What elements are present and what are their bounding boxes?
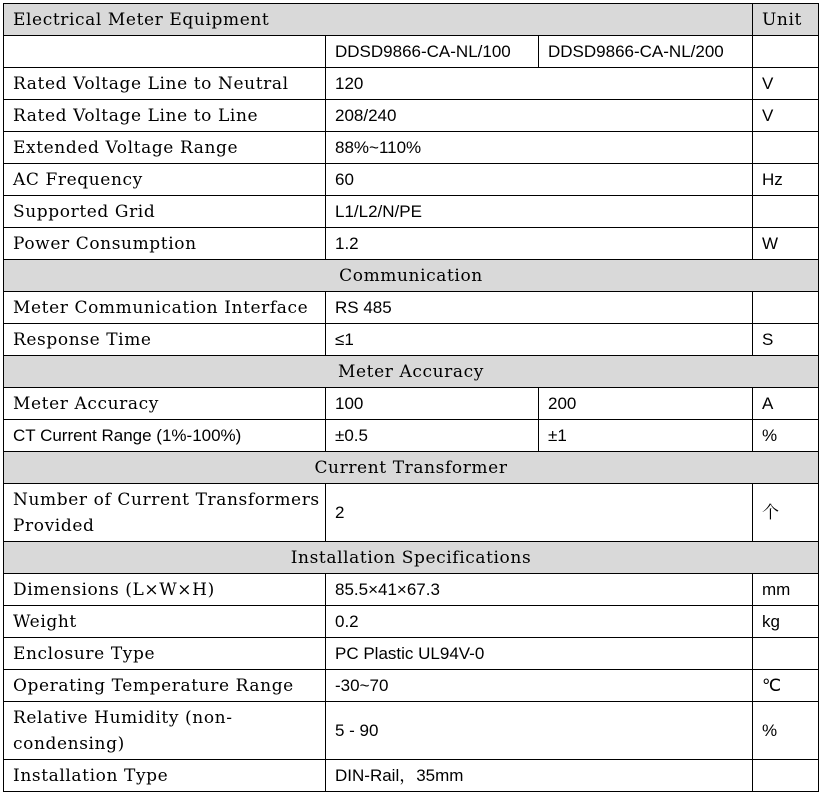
row-label: Rated Voltage Line to Line xyxy=(4,100,326,132)
row-label: Meter Communication Interface xyxy=(4,292,326,324)
row-unit: % xyxy=(753,702,819,760)
row-label: Meter Accuracy xyxy=(4,388,326,420)
row-label: Dimensions (L×W×H) xyxy=(4,574,326,606)
table-header-row xyxy=(4,4,819,36)
row-unit: ℃ xyxy=(753,670,819,702)
table-row xyxy=(4,484,819,542)
section-title: Communication xyxy=(4,260,819,292)
table-row xyxy=(4,164,819,196)
row-label: Extended Voltage Range xyxy=(4,132,326,164)
row-value-100: ±0.5 xyxy=(326,420,539,452)
models-unit-cell xyxy=(753,36,819,68)
row-unit: mm xyxy=(753,574,819,606)
row-unit xyxy=(753,292,819,324)
row-value: 88%~110% xyxy=(326,132,753,164)
section-header-accuracy xyxy=(4,356,819,388)
row-unit: W xyxy=(753,228,819,260)
row-value: 2 xyxy=(326,484,753,542)
row-value: 208/240 xyxy=(326,100,753,132)
section-title: Installation Specifications xyxy=(4,542,819,574)
row-label: Response Time xyxy=(4,324,326,356)
table-row xyxy=(4,574,819,606)
row-value-200: 200 xyxy=(539,388,753,420)
row-unit: S xyxy=(753,324,819,356)
row-value: ≤1 xyxy=(326,324,753,356)
table-row xyxy=(4,292,819,324)
table-row xyxy=(4,638,819,670)
row-value: 1.2 xyxy=(326,228,753,260)
row-label: Rated Voltage Line to Neutral xyxy=(4,68,326,100)
row-value: -30~70 xyxy=(326,670,753,702)
row-label: CT Current Range (1%-100%) xyxy=(4,420,326,452)
row-value: RS 485 xyxy=(326,292,753,324)
table-row xyxy=(4,196,819,228)
table-row xyxy=(4,324,819,356)
row-unit: % xyxy=(753,420,819,452)
section-header-installation xyxy=(4,542,819,574)
row-unit: Hz xyxy=(753,164,819,196)
unit-column-header: Unit xyxy=(753,4,819,36)
row-label: Supported Grid xyxy=(4,196,326,228)
row-label: Operating Temperature Range xyxy=(4,670,326,702)
row-label: Relative Humidity (non-condensing) xyxy=(4,702,326,760)
row-value: PC Plastic UL94V-0 xyxy=(326,638,753,670)
table-row xyxy=(4,68,819,100)
row-label: Enclosure Type xyxy=(4,638,326,670)
row-unit xyxy=(753,638,819,670)
table-row xyxy=(4,760,819,792)
section-header-communication xyxy=(4,260,819,292)
row-unit: A xyxy=(753,388,819,420)
row-unit xyxy=(753,196,819,228)
models-label-cell xyxy=(4,36,326,68)
row-unit: V xyxy=(753,100,819,132)
row-value: DIN-Rail，35mm xyxy=(326,760,753,792)
row-value: 120 xyxy=(326,68,753,100)
table-row xyxy=(4,702,819,760)
row-value: 5 - 90 xyxy=(326,702,753,760)
row-unit xyxy=(753,132,819,164)
table-row xyxy=(4,606,819,638)
row-value: 60 xyxy=(326,164,753,196)
model-100: DDSD9866-CA-NL/100 xyxy=(326,36,539,68)
row-value-100: 100 xyxy=(326,388,539,420)
table-row xyxy=(4,228,819,260)
row-value: 85.5×41×67.3 xyxy=(326,574,753,606)
model-200: DDSD9866-CA-NL/200 xyxy=(539,36,753,68)
table-row xyxy=(4,670,819,702)
row-unit: kg xyxy=(753,606,819,638)
row-label: Power Consumption xyxy=(4,228,326,260)
row-value: 0.2 xyxy=(326,606,753,638)
row-label: Installation Type xyxy=(4,760,326,792)
row-label: AC Frequency xyxy=(4,164,326,196)
row-unit xyxy=(753,760,819,792)
row-unit: 个 xyxy=(753,484,819,542)
row-value: L1/L2/N/PE xyxy=(326,196,753,228)
table-row xyxy=(4,132,819,164)
table-row xyxy=(4,100,819,132)
section-title: Meter Accuracy xyxy=(4,356,819,388)
section-header-current-transformer xyxy=(4,452,819,484)
models-row xyxy=(4,36,819,68)
table-row xyxy=(4,420,819,452)
table-title: Electrical Meter Equipment xyxy=(4,4,753,36)
row-value-200: ±1 xyxy=(539,420,753,452)
section-title: Current Transformer xyxy=(4,452,819,484)
row-unit: V xyxy=(753,68,819,100)
row-label: Number of Current Transformers Provided xyxy=(4,484,326,542)
table-row xyxy=(4,388,819,420)
spec-table xyxy=(3,3,819,792)
row-label: Weight xyxy=(4,606,326,638)
